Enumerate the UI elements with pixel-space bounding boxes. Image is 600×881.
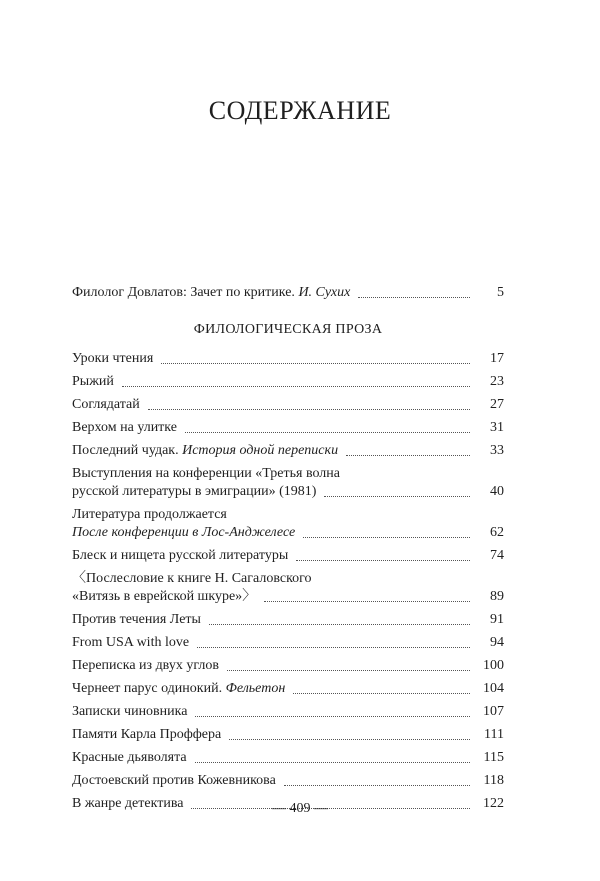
toc-entry-title: Записки чиновника <box>72 704 188 719</box>
dot-leader <box>324 496 470 497</box>
toc-entry-subtitle: После конференции в Лос-Анджелесе <box>72 525 296 540</box>
toc-page-number: 118 <box>483 773 504 788</box>
toc-entry <box>72 373 504 391</box>
toc-entry-title: Переписка из двух углов <box>72 658 219 673</box>
toc-entry <box>72 657 504 675</box>
toc-entry-subtitle: История одной переписки <box>182 443 339 458</box>
toc-page-number: 89 <box>490 589 504 604</box>
toc-entry-title-line2: «Витязь в еврейской шкуре»〉 <box>72 589 257 604</box>
toc-entry <box>72 749 504 767</box>
toc-entry <box>72 350 504 368</box>
toc-page-number: 122 <box>483 796 504 811</box>
toc-entry-title: В жанре детектива <box>72 796 184 811</box>
dot-leader <box>185 432 470 433</box>
toc-entry <box>72 703 504 721</box>
dot-leader <box>209 624 470 625</box>
table-of-contents <box>72 284 504 813</box>
dot-leader <box>303 537 470 538</box>
toc-entry-title: Соглядатай <box>72 397 140 412</box>
toc-page-number: 27 <box>490 397 504 412</box>
toc-entry-text <box>72 284 350 302</box>
dot-leader <box>358 297 470 298</box>
toc-entry <box>72 634 504 652</box>
page-number-footer: — 409 — <box>272 801 328 816</box>
toc-entry <box>72 726 504 744</box>
toc-page-number: 91 <box>490 612 504 627</box>
toc-entry-title-line1: 〈Послесловие к книге Н. Сагаловского <box>72 571 312 586</box>
toc-page-number: 111 <box>484 727 504 742</box>
toc-entry-title-line1: Литература продолжается <box>72 507 227 522</box>
toc-entry <box>72 442 504 460</box>
toc-page-number: 5 <box>497 285 504 300</box>
dot-leader <box>296 560 470 561</box>
toc-entry-title: Верхом на улитке <box>72 420 177 435</box>
dot-leader <box>148 409 470 410</box>
toc-page-number: 33 <box>490 443 504 458</box>
toc-entry <box>72 680 504 698</box>
toc-entry-title: Против течения Леты <box>72 612 201 627</box>
toc-page-number: 107 <box>483 704 504 719</box>
toc-entry-title-line2: русской литературы в эмиграции» (1981) <box>72 484 317 499</box>
dot-leader <box>346 455 470 456</box>
toc-entry-title: Блеск и нищета русской литературы <box>72 548 289 563</box>
toc-page-number: 115 <box>483 750 504 765</box>
dot-leader <box>293 693 470 694</box>
dot-leader <box>122 386 470 387</box>
toc-entry-text <box>72 442 338 460</box>
dot-leader <box>227 670 470 671</box>
toc-entry-title: Рыжий <box>72 374 114 389</box>
toc-entry-title: Красные дьяволята <box>72 750 187 765</box>
dot-leader <box>284 785 470 786</box>
toc-entry-title: Последний чудак. <box>72 443 183 458</box>
toc-page-number: 62 <box>490 525 504 540</box>
section-heading: ФИЛОЛОГИЧЕСКАЯ ПРОЗА <box>193 322 383 337</box>
toc-entry-title: Уроки чтения <box>72 351 154 366</box>
toc-page-number: 40 <box>490 484 504 499</box>
dot-leader <box>195 716 470 717</box>
dot-leader <box>197 647 470 648</box>
toc-entry <box>72 570 504 606</box>
dot-leader <box>161 363 470 364</box>
toc-entry-title: Чернеет парус одинокий. <box>72 681 226 696</box>
dot-leader <box>264 601 470 602</box>
toc-entry-text <box>72 680 285 698</box>
toc-entry-subtitle: Фельетон <box>225 681 286 696</box>
toc-entry-intro <box>72 284 504 302</box>
toc-page-number: 104 <box>483 681 504 696</box>
toc-entry-title: From USA with love <box>72 635 190 650</box>
toc-entry <box>72 611 504 629</box>
toc-entry-title: Памяти Карла Проффера <box>72 727 222 742</box>
toc-entry <box>72 506 504 542</box>
toc-entry <box>72 465 504 501</box>
dot-leader <box>229 739 470 740</box>
toc-entry-author: И. Сухих <box>298 285 351 300</box>
toc-page-number: 31 <box>490 420 504 435</box>
toc-entry-title: Достоевский против Кожевникова <box>72 773 276 788</box>
toc-entry-title-line1: Выступления на конференции «Третья волна <box>72 466 340 481</box>
toc-page-number: 23 <box>490 374 504 389</box>
toc-entry <box>72 419 504 437</box>
toc-page-number: 94 <box>490 635 504 650</box>
toc-entry-title: Филолог Довлатов: Зачет по критике. <box>72 285 299 300</box>
toc-page-number: 74 <box>490 548 504 563</box>
toc-entry <box>72 547 504 565</box>
dot-leader <box>195 762 470 763</box>
page-title: СОДЕРЖАНИЕ <box>208 96 392 125</box>
toc-entry <box>72 396 504 414</box>
toc-entry <box>72 772 504 790</box>
toc-page-number: 100 <box>483 658 504 673</box>
toc-page-number: 17 <box>490 351 504 366</box>
